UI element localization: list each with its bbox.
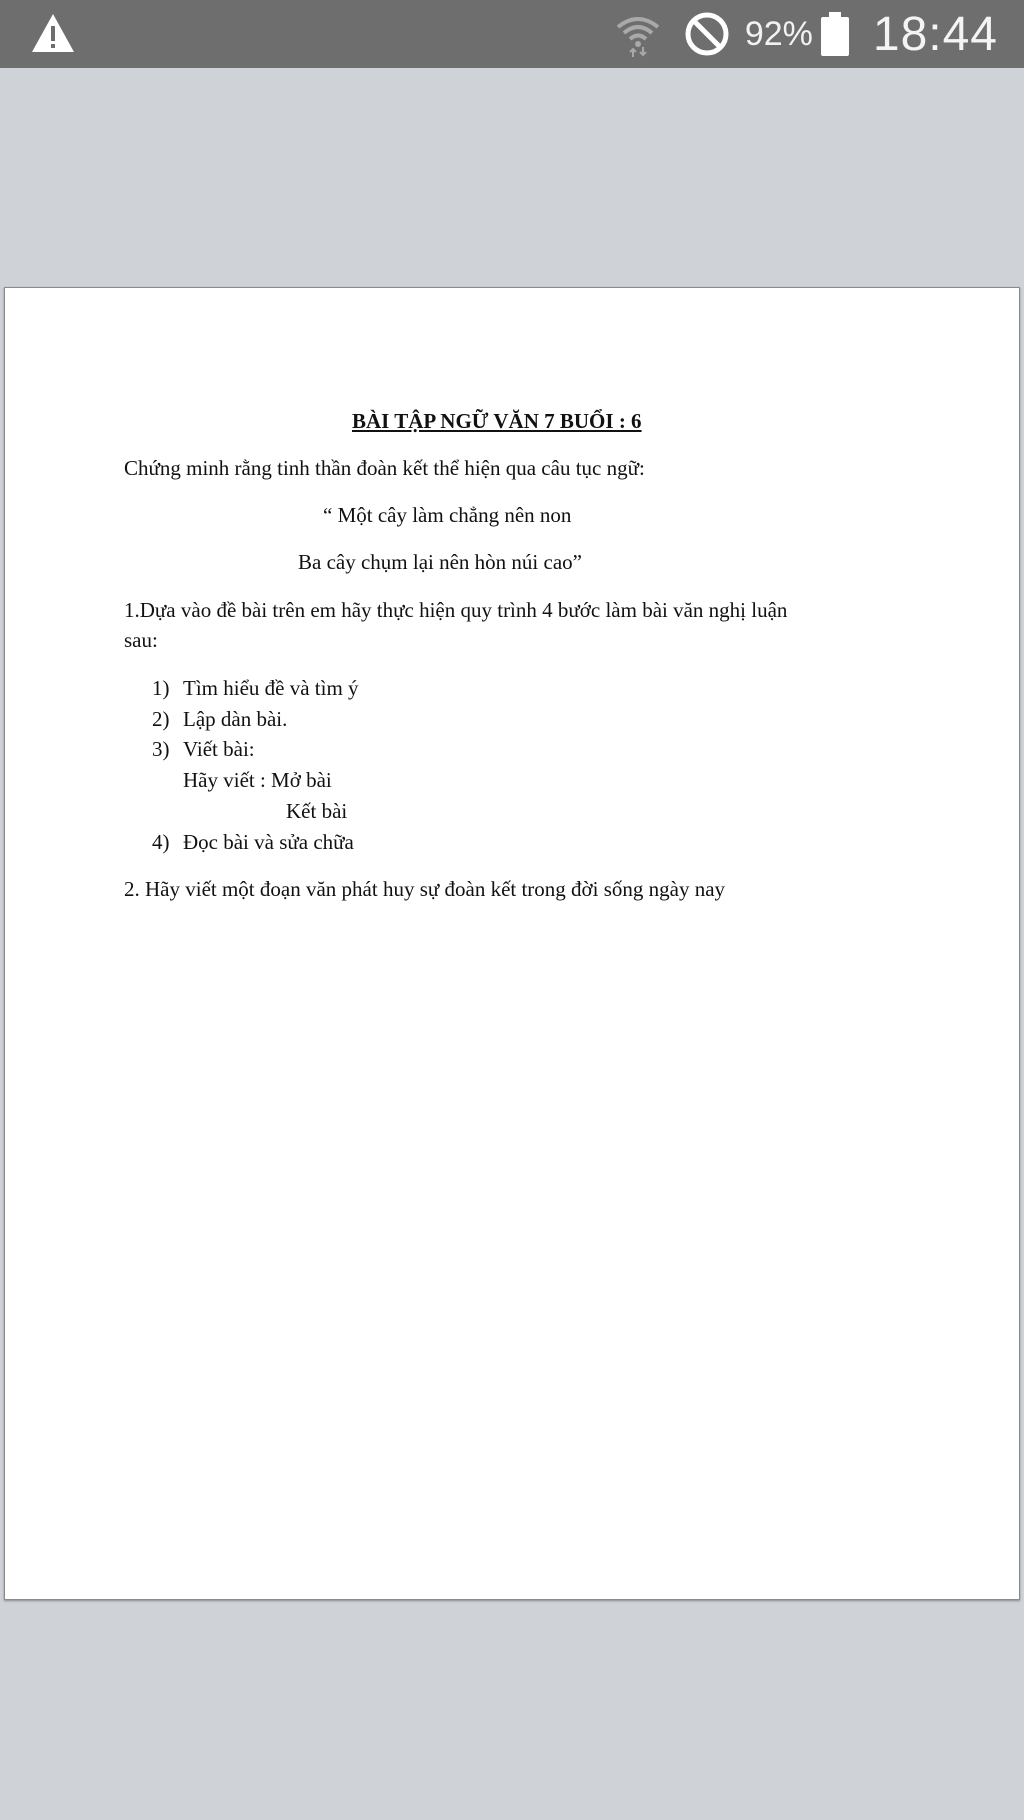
step-number: 2) [152,707,170,731]
write-intro: Hãy viết : Mở bài [183,768,332,792]
status-bar [0,0,1024,68]
step-number: 3) [152,737,170,761]
prompt-text: Chứng minh rằng tinh thần đoàn kết thể hiện qua câu tục ngữ: [124,456,645,480]
step-text: Tìm hiểu đề và tìm ý [183,676,359,700]
document-title: BÀI TẬP NGỮ VĂN 7 BUỔI : 6 [352,409,642,433]
write-conclusion: Kết bài [286,799,348,823]
step-text: Đọc bài và sửa chữa [183,830,354,854]
do-not-disturb-icon [683,10,731,58]
step-text: Lập dàn bài. [183,707,288,731]
task1-line-2: sau: [124,628,158,652]
clock: 18:44 [872,7,998,61]
warning-icon [30,10,76,56]
task1-line-1: 1.Dựa vào đề bài trên em hãy thực hiện quy trình 4 bước làm bài văn nghị luận [124,598,788,622]
proverb-line-2: Ba cây chụm lại nên hòn núi cao” [298,550,582,574]
status-icons [613,0,998,68]
step-text: Viết bài: [183,737,255,761]
battery-percent: 92% [744,14,813,53]
battery-icon [819,10,851,58]
step-number: 1) [152,676,170,700]
proverb-line-1: “ Một cây làm chẳng nên non [323,503,572,527]
wifi-icon [613,9,663,59]
document-page[interactable] [4,287,1020,1600]
step-number: 4) [152,830,170,854]
task2-text: 2. Hãy viết một đoạn văn phát huy sự đoàn kết trong đời sống ngày nay [124,877,726,901]
